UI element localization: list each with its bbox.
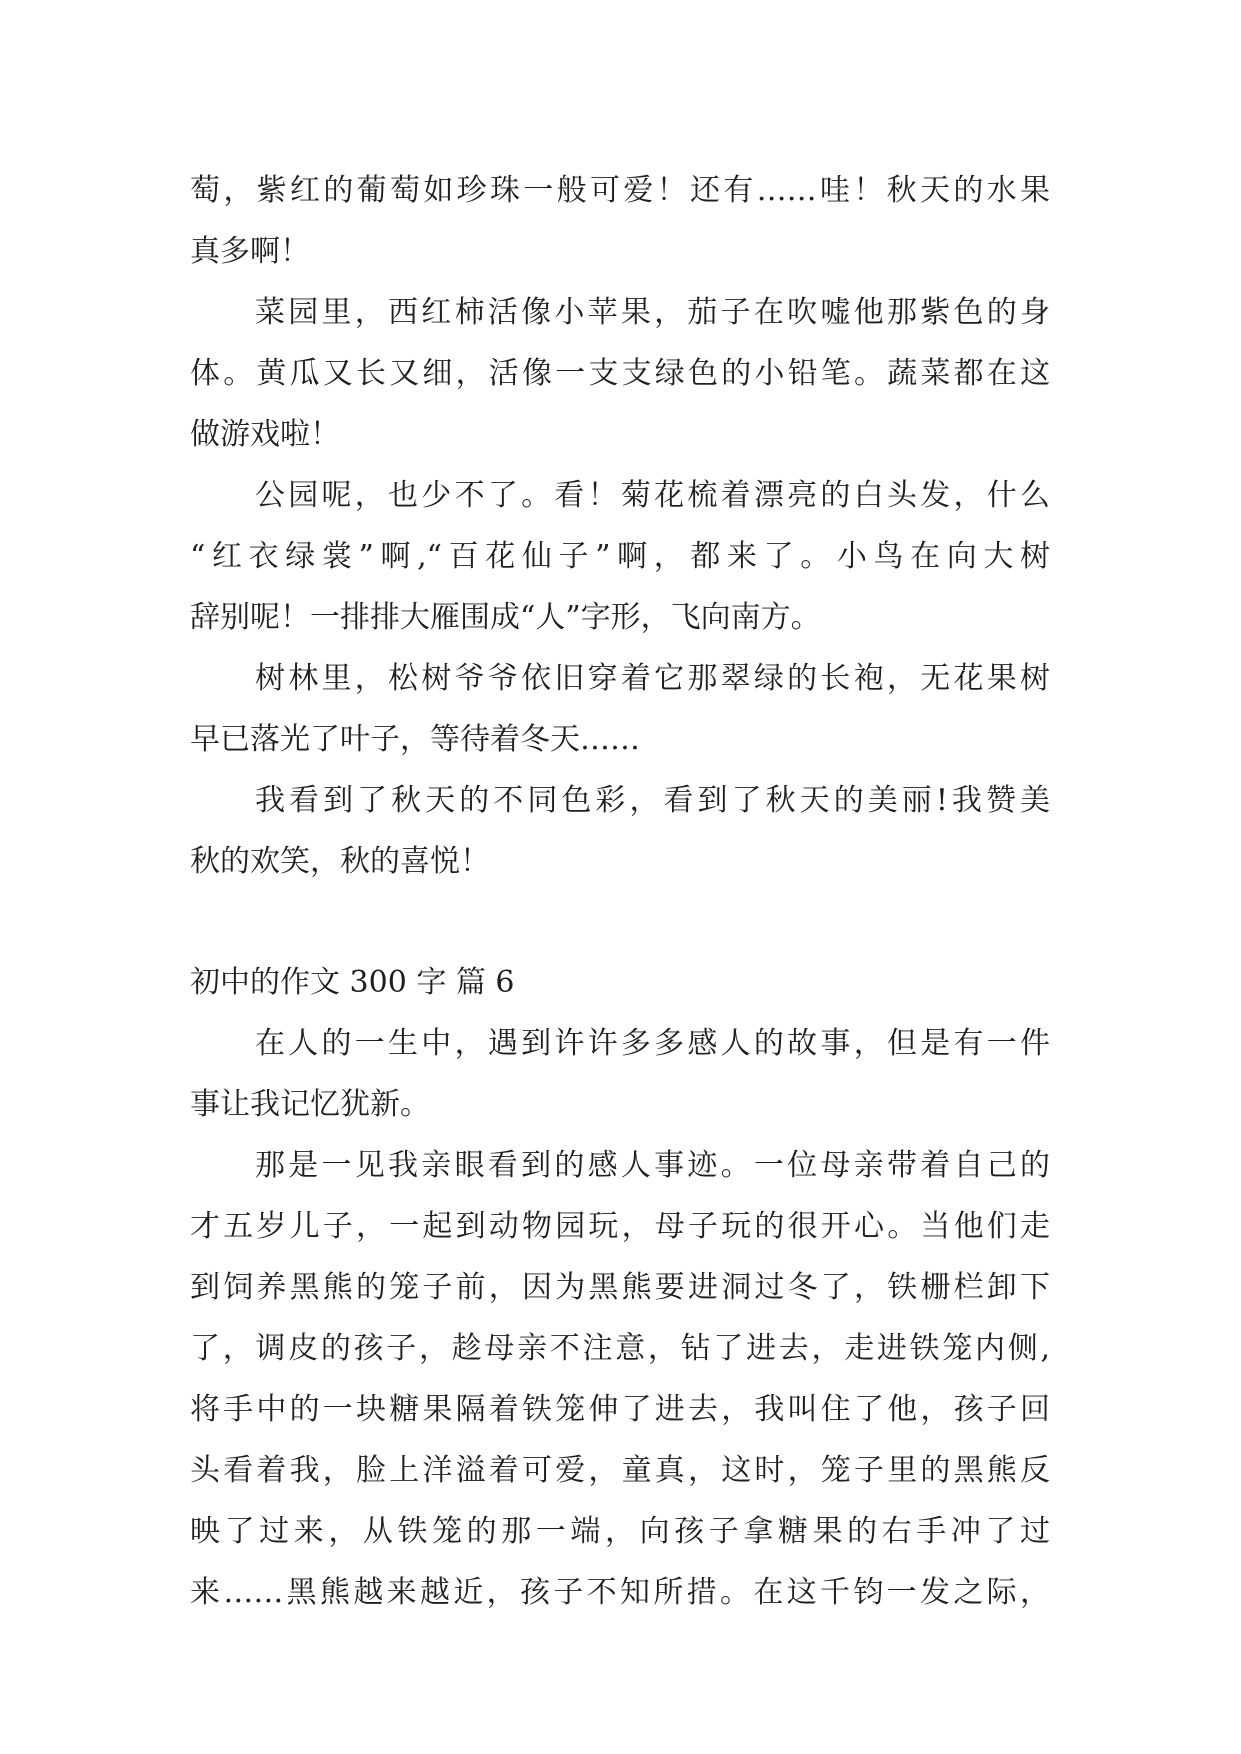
text-line: 我看到了秋天的不同色彩，看到了秋天的美丽!我赞美 — [255, 783, 1050, 818]
text-line: 早已落光了叶子，等待着冬天…… — [190, 722, 640, 757]
text-line: 辞别呢！一排排大雁围成“人”字形，飞向南方。 — [190, 600, 821, 635]
text-line: 才五岁儿子，一起到动物园玩，母子玩的很开心。当他们走 — [190, 1209, 1050, 1244]
text-line: 萄，紫红的葡萄如珍珠一般可爱！还有……哇！秋天的水果 — [190, 173, 1050, 208]
text-line: 体。黄瓜又长又细，活像一支支绿色的小铅笔。蔬菜都在这 — [190, 356, 1050, 391]
text-line: 事让我记忆犹新。 — [190, 1087, 430, 1122]
text-line: 到饲养黑熊的笼子前，因为黑熊要进洞过冬了，铁栅栏卸下 — [190, 1270, 1050, 1305]
section-gap — [190, 892, 1060, 952]
text-line: 将手中的一块糖果隔着铁笼伸了进去，我叫住了他，孩子回 — [190, 1392, 1050, 1427]
text-line: 树林里，松树爷爷依旧穿着它那翠绿的长袍，无花果树 — [255, 661, 1050, 696]
document-body — [190, 160, 1060, 1623]
text-line: 了，调皮的孩子，趁母亲不注意，钻了进去，走进铁笼内侧, — [190, 1331, 1050, 1366]
text-line: 菜园里，西红柿活像小苹果，茄子在吹嘘他那紫色的身 — [255, 295, 1050, 330]
text-line: 映了过来，从铁笼的那一端，向孩子拿糖果的右手冲了过 — [190, 1514, 1050, 1549]
text-line: 真多啊！ — [190, 234, 310, 269]
text-line: 头看着我，脸上洋溢着可爱，童真，这时，笼子里的黑熊反 — [190, 1453, 1050, 1488]
text-line: 做游戏啦！ — [190, 417, 340, 452]
text-line: 那是一见我亲眼看到的感人事迹。一位母亲带着自己的 — [255, 1148, 1050, 1183]
text-line: 在人的一生中，遇到许许多多感人的故事，但是有一件 — [255, 1026, 1050, 1061]
text-line: 秋的欢笑，秋的喜悦！ — [190, 844, 490, 879]
text-line: 公园呢，也少不了。看！菊花梳着漂亮的白头发，什么 — [255, 478, 1050, 513]
section-heading: 初中的作文 300 字 篇 6 — [190, 965, 515, 1000]
text-line: 来……黑熊越来越近，孩子不知所措。在这千钧一发之际， — [190, 1575, 1050, 1610]
text-line: “红衣绿裳”啊,“百花仙子”啊，都来了。小鸟在向大树 — [190, 539, 1050, 574]
